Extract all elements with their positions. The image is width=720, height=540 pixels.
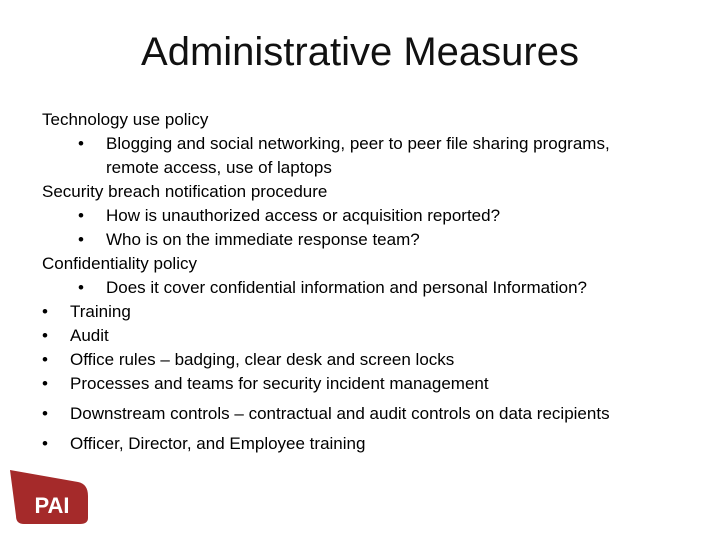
list-item xyxy=(42,180,702,204)
bullet-icon: • xyxy=(42,434,48,453)
bullet-icon: • xyxy=(78,206,84,225)
bullet-icon: • xyxy=(78,278,84,297)
bullet-icon: • xyxy=(78,230,84,249)
slide-title: Administrative Measures xyxy=(141,30,579,74)
list-item xyxy=(42,324,702,348)
list-item-text: Blogging and social networking, peer to peer file sharing programs, xyxy=(106,134,610,153)
list-item-text: How is unauthorized access or acquisition reported? xyxy=(106,206,501,225)
list-item-text: Officer, Director, and Employee training xyxy=(70,434,366,453)
list-item xyxy=(42,132,702,180)
list-item xyxy=(42,372,702,396)
list-item xyxy=(42,108,702,132)
bullet-icon: • xyxy=(42,404,48,423)
list-item-text: Technology use policy xyxy=(42,110,209,129)
list-item xyxy=(42,204,702,228)
list-item xyxy=(42,300,702,324)
list-item-text: Confidentiality policy xyxy=(42,254,197,273)
list-item-text: Processes and teams for security incident management xyxy=(70,374,489,393)
bullet-icon: • xyxy=(78,134,84,153)
list-item xyxy=(42,228,702,252)
list-item-text: Downstream controls – contractual and audit controls on data recipients xyxy=(70,404,610,423)
list-item-text: Training xyxy=(70,302,131,321)
list-item-text: Office rules – badging, clear desk and screen locks xyxy=(70,350,455,369)
slide-body xyxy=(42,108,702,456)
list-item-text: Audit xyxy=(70,326,109,345)
list-item-text: Security breach notification procedure xyxy=(42,182,328,201)
list-item xyxy=(42,276,702,300)
logo-text: PAI xyxy=(34,493,70,518)
pai-logo-icon xyxy=(8,468,90,526)
pai-logo-graphic xyxy=(8,468,90,526)
bullet-icon: • xyxy=(42,374,48,393)
bullet-icon: • xyxy=(42,302,48,321)
list-item-text-continued: remote access, use of laptops xyxy=(106,158,332,177)
list-item xyxy=(42,402,702,426)
bullet-icon: • xyxy=(42,350,48,369)
list-item xyxy=(42,252,702,276)
list-item xyxy=(42,432,702,456)
list-item-text: Does it cover confidential information and personal Information? xyxy=(106,278,587,297)
list-item xyxy=(42,348,702,372)
bullet-icon: • xyxy=(42,326,48,345)
list-item-text: Who is on the immediate response team? xyxy=(106,230,420,249)
